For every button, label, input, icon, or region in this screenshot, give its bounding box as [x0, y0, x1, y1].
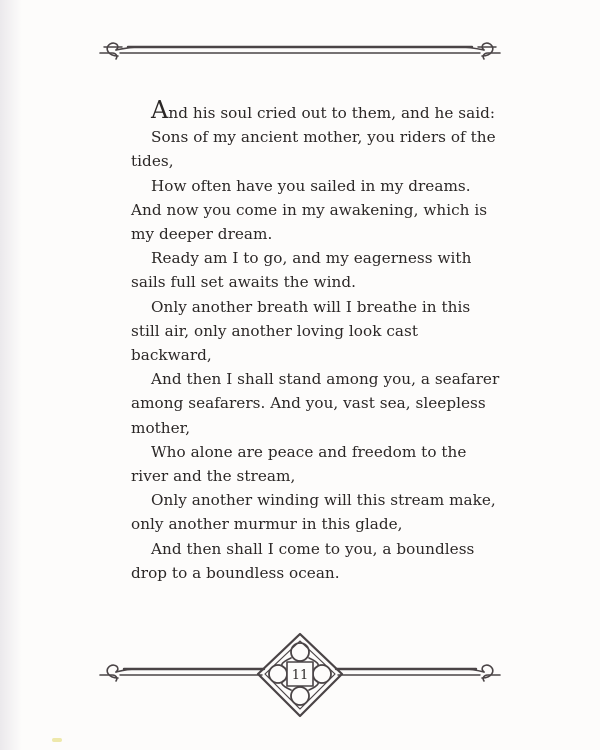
- paragraph-1: And his soul cried out to them, and he said:: [151, 96, 496, 124]
- paragraph-8: Only another winding will this stream make, only another murmur in this glade,: [131, 491, 496, 534]
- paragraph-6: And then I shall stand among you, a seafarer among seafarers. And you, vast sea, sleepless mother,: [131, 370, 500, 437]
- poem-text: [131, 96, 501, 585]
- paragraph-5: Only another breath will I breathe in this still air, only another loving look cast backward,: [131, 297, 471, 365]
- paragraph-2: Sons of my ancient mother, you riders of the tides,: [131, 128, 496, 171]
- page-number: 11: [291, 668, 309, 683]
- top-ornamental-border: [0, 34, 600, 64]
- paragraph-9: And then shall I come to you, a boundless drop to a boundless ocean.: [131, 539, 475, 582]
- paragraph-4: Ready am I to go, and my eagerness with sails full set awaits the wind.: [131, 249, 472, 292]
- paper-stain-mark: [52, 738, 62, 742]
- drop-cap: A: [151, 96, 169, 124]
- paragraph-3: How often have you sailed in my dreams. And now you come in my awakening, which is my deeper dream.: [131, 176, 488, 244]
- paragraph-7: Who alone are peace and freedom to the river and the stream,: [131, 442, 467, 486]
